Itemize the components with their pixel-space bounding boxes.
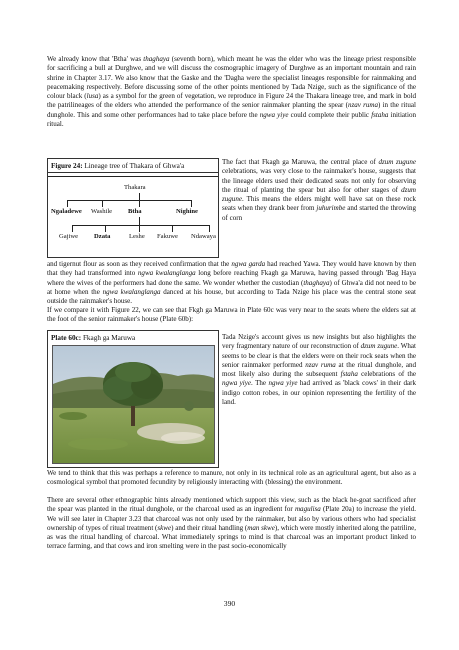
tree-connector [72,225,209,226]
tree-connector [139,225,140,232]
tree-node-leshe: Leshe [129,233,145,240]
paragraph-ethnographic-hints: There are several other ethnographic hints already mentioned which support this view, such as the black he-goat sacrificed after the spear was planted in the ritual dunghole, or the charcoal used as an ingredient for magulisa (Plate 20a) to increase the yield. We will see later in Chapter 3.23 that charcoal was not only used by the rainmaker, but also by various others who had specialist ownership of types of ritual treatment (skwe) and their ritual handling (man skwe), which were mostly inherited along the patriline, as was the ritual handling of charcoal. What immediately springs to mind is that charcoal was an important product linked to terrace farming, and that cows and iron smelting were in the past socio-economically [47,496,417,551]
tree-connector [172,225,173,232]
figure-24-caption: Figure 24: Lineage tree of Thakara of Ghwa'a [48,159,218,173]
tree-connector [139,193,140,200]
paragraph-intro: We already know that 'Btha' was thaghaya (seventh born), which meant he was the elder who was the lineage priest responsible for sacrificing a bull at Durghwe, and we will discuss the cosmographic imagery of Durghwe as an important mountain and rain shrine in Chapter 3.17. We also know that the Gaske and the 'Dagha were the specialist lineages responsible for rainmaking and peacemaking respectively. Before discussing some of the other points mentioned by Tada Nzige, such as the significance of the colour black (lusa) as a symbol for the green of vegetation, we reproduce in Figure 24 the Thakara lineage tree, and mark in bold the patrilineages of the elders who attended the performance of the senior rainmaker planting the spear (nzav ruma) in the ritual dunghole. This and some other performances had to take place before the ngwa yiye could complete their public fstaha initiation ritual. [47,55,417,128]
tree-node-ngaladewe: Ngaladewe [51,208,82,215]
tree-connector [105,225,106,232]
tree-connector [139,217,140,225]
plate-60c-figure [47,330,219,468]
plate-60c-caption: Plate 60c: Fkagh ga Maruwa [51,334,136,342]
page-number: 390 [223,599,236,608]
tree-node-dzata: Dzata [94,233,111,240]
paragraph-tada-nzige-right: Tada Nzige's account gives us new insights but also highlights the very fragmentary nature of our reconstruction of dzum zugune. What seems to be clear is that the elders were on their rock seats when the senior rainmaker performed nzav ruma at the ritual dunghole, and most likely also during the subsequent fstaha celebrations of the ngwa yiye. The ngwa yiye had arrived as 'black cows' in their dark indigo cotton robes, in our opinion representing the fertility of the land. [222,333,417,406]
tree-connector [67,200,68,207]
tree-connector [191,200,192,207]
paragraph-manure: We tend to think that this was perhaps a reference to manure, not only in its technical role as an agricultural agent, but also as a cosmological symbol that promoted fecundity by religiously interacting with (blessing) the environment. [47,469,416,487]
tree-connector [102,200,103,207]
tree-node-fakuwe: Fakuwe [157,233,178,240]
tree-node-nighine: Nighine [176,208,198,215]
tree-node-ndawaya: Ndawaya [191,233,216,240]
tree-connector [209,225,210,232]
figure-24-lineage-tree [47,158,219,258]
paragraph-fkagh-right: The fact that Fkagh ga Maruwa, the central place of dzum zugune celebrations, was very close to the rainmaker's house, suggests that the lineage elders used their dedicated seats not only for observing the ritual of planting the spear but also for other stages of dzum zugune. This means the elders might well have sat on these rock seats when they drank beer from juhurimbe and started the throwing of corn [222,158,416,222]
tree-node-washile: Washile [91,208,113,215]
plate-60c-photo [52,345,215,464]
tree-node-gajiwe: Gajiwe [59,233,79,240]
tree-connector [139,200,140,207]
paragraph-compare-figure22: If we compare it with Figure 22, we can see that Fkgh ga Maruwa in Plate 60c was very near to the seats where the elders sat at the foot of the senior rainmaker's house (Plate 60b): [47,306,416,324]
tree-connector [72,225,73,232]
tree-connector [67,200,191,201]
tree-node-btha: Btha [128,208,142,215]
tree-rule [48,176,218,177]
tree-node-root: Thakara [124,184,146,191]
paragraph-fkagh-continued: and tigernut flour as soon as they received confirmation that the ngwa garda had reached Yawa. They would have known by then that they had transformed into ngwa kwalanglanga long before reaching Fkagh ga Maruwa, having passed through 'Bag Haya where the wives of the performers had done the same. We wonder whether the custodian (thaghaya) of Ghwa'a did not need to be at home when the ngwa kwalanglanga danced at his house, but according to Tada Nzige his place was the central stone seat outside the rainmaker's house. [47,260,417,305]
